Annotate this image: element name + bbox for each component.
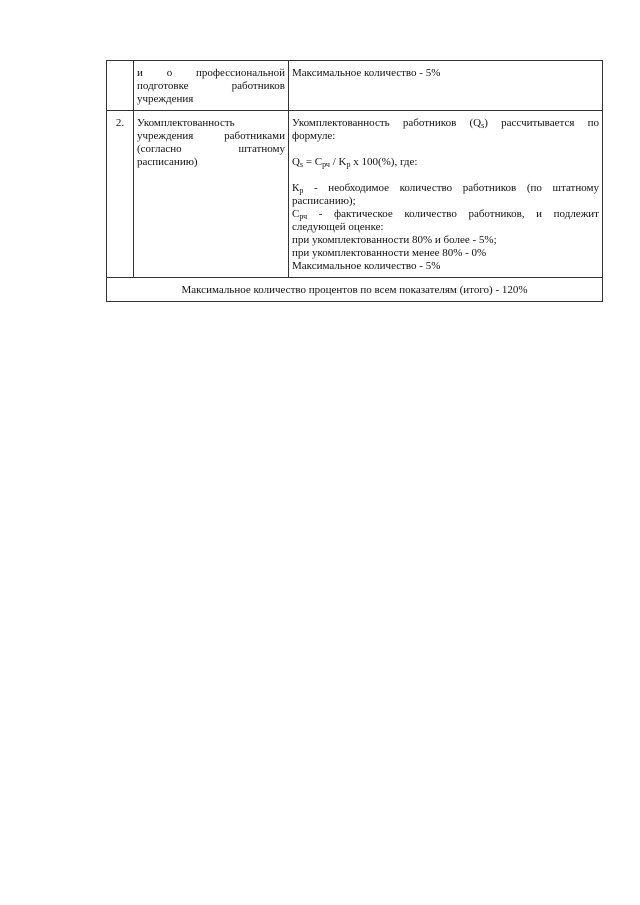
max-score-text: Максимальное количество - 5% [292, 67, 441, 79]
criterion-cell [134, 61, 289, 111]
total-cell: Максимальное количество процентов по всем показателям (итого) - 120% [107, 278, 603, 302]
criterion-cell [134, 111, 289, 278]
criterion-line: (согласно штатному [137, 143, 285, 155]
spacer [292, 143, 599, 156]
criterion-line: учреждения [137, 93, 194, 105]
row-number-cell [107, 61, 134, 111]
table-row [107, 278, 603, 302]
definition-k: $К_р$ - необходимое количество работников (по штатному [292, 182, 599, 195]
intro-text: Укомплектованность работников $(Q_s)$ рассчитывается по [292, 117, 599, 130]
intro-text: формуле: [292, 130, 336, 142]
definition-c: $С_{рч}$ - фактическое количество работников, и подлежит [292, 208, 599, 221]
spacer [292, 169, 599, 182]
criteria-table [106, 60, 603, 302]
row-number-cell: 2. [107, 111, 134, 278]
criterion-line: подготовке работников [137, 80, 285, 92]
table-row [107, 61, 603, 111]
description-cell [289, 111, 603, 278]
definition-c: следующей оценке: [292, 221, 384, 233]
max-score-text: Максимальное количество - 5% [292, 260, 441, 272]
criterion-line: и о профессиональной [137, 67, 285, 79]
criterion-line: Укомплектованность [137, 117, 235, 129]
formula: $Q_s = C_{рч} / K_р$ х 100(%), где: [292, 156, 418, 169]
definition-k: расписанию); [292, 195, 356, 207]
score-rule: при укомплектованности менее 80% - 0% [292, 247, 487, 259]
table-row [107, 111, 603, 278]
criterion-line: расписанию) [137, 156, 198, 168]
description-cell [289, 61, 603, 111]
criterion-line: учреждения работниками [137, 130, 285, 142]
score-rule: при укомплектованности 80% и более - 5%; [292, 234, 497, 246]
